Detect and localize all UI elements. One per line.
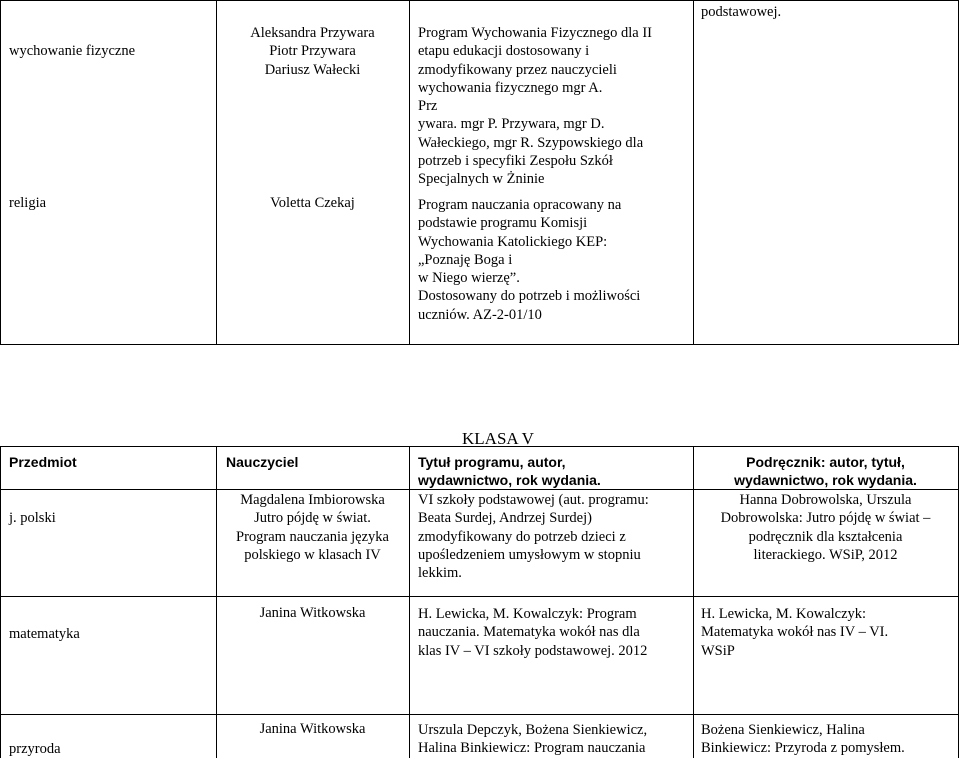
program-line: Halina Binkiewicz: Program nauczania	[418, 740, 646, 757]
table-rule	[409, 446, 410, 758]
program-line: Dostosowany do potrzeb i możliwości	[418, 288, 641, 305]
class-heading: KLASA V	[462, 429, 534, 448]
textbook-line: WSiP	[701, 642, 735, 659]
textbook-line: Matematyka wokół nas IV – VI.	[701, 624, 889, 641]
textbook-line: literackiego. WSiP, 2012	[753, 546, 898, 563]
cell-subject-religion: religia	[9, 195, 47, 211]
textbook-line: podręcznik dla kształcenia	[748, 528, 903, 545]
cell-program-polish	[418, 491, 649, 582]
header-textbook	[693, 453, 958, 490]
program-line: zmodyfikowany przez nauczycieli	[418, 61, 617, 78]
cell-subject-math: matematyka	[9, 626, 80, 642]
cell-subject-polish: j. polski	[9, 510, 56, 526]
teacher-line: Aleksandra Przywara	[250, 25, 375, 41]
cell-teacher-science: Janina Witkowska	[259, 721, 366, 737]
textbook-line: Binkiewicz: Przyroda z pomysłem.	[701, 740, 905, 757]
program-line: wychowania fizycznego mgr A.	[418, 79, 603, 96]
program-line: Program Wychowania Fizycznego dla II	[418, 25, 653, 41]
cell-program-pe	[418, 24, 652, 189]
textbook-line: Bożena Sienkiewicz, Halina	[701, 722, 865, 738]
table-rule	[0, 0, 1, 345]
program-line: Urszula Depczyk, Bożena Sienkiewicz,	[418, 722, 648, 738]
program-line: Wałeckiego, mgr R. Szypowskiego dla	[418, 134, 644, 151]
header-textbook-line: wydawnictwo, rok wydania.	[734, 472, 917, 489]
teacher-line: Jutro pójdę w świat.	[254, 510, 371, 527]
cell-textbook-pe: podstawowej.	[701, 4, 782, 20]
teacher-line: Program nauczania języka	[236, 528, 389, 545]
textbook-line: Hanna Dobrowolska, Urszula	[739, 492, 912, 508]
cell-textbook-polish	[693, 491, 958, 564]
program-line: „Poznaję Boga i	[418, 251, 513, 268]
teacher-line: polskiego w klasach IV	[244, 546, 381, 563]
cell-program-religion	[418, 196, 640, 324]
header-program-line: Tytuł programu, autor,	[418, 454, 566, 470]
cell-textbook-math	[701, 605, 888, 660]
cell-teacher-polish	[216, 491, 409, 564]
program-line: uczniów. AZ-2-01/10	[418, 306, 542, 323]
table-rule	[0, 446, 1, 758]
header-subject: Przedmiot	[9, 454, 77, 470]
table-rule	[693, 0, 694, 345]
table-rule	[0, 344, 959, 345]
cell-textbook-science	[701, 721, 905, 758]
textbook-line: H. Lewicka, M. Kowalczyk:	[701, 606, 867, 622]
program-line: Specjalnych w Żninie	[418, 171, 545, 188]
program-line: podstawie programu Komisji	[418, 215, 588, 232]
program-line: H. Lewicka, M. Kowalczyk: Program	[418, 606, 637, 622]
header-program	[418, 453, 601, 490]
program-line: Prz	[418, 98, 438, 115]
cell-program-math	[418, 605, 647, 660]
program-line: klas IV – VI szkoły podstawowej. 2012	[418, 642, 648, 659]
table-rule	[409, 0, 410, 345]
textbook-line: Dobrowolska: Jutro pójdę w świat –	[720, 510, 931, 527]
cell-teacher-religion: Voletta Czekaj	[270, 195, 355, 211]
teacher-line: Magdalena Imbiorowska	[240, 492, 385, 508]
program-line: potrzeb i specyfiki Zespołu Szkół	[418, 153, 613, 170]
program-line: w Niego wierzę”.	[418, 270, 520, 287]
teacher-line: Dariusz Wałecki	[264, 61, 361, 78]
program-line: VI szkoły podstawowej (aut. programu:	[418, 492, 649, 508]
cell-subject-pe: wychowanie fizyczne	[9, 43, 136, 59]
header-program-line: wydawnictwo, rok wydania.	[418, 472, 601, 489]
cell-teacher-pe	[216, 24, 409, 79]
program-line: Beata Surdej, Andrzej Surdej)	[418, 510, 592, 527]
program-line: Program nauczania opracowany na	[418, 197, 622, 213]
teacher-line: Piotr Przywara	[269, 43, 356, 60]
cell-subject-science: przyroda	[9, 741, 61, 757]
program-line: Wychowania Katolickiego KEP:	[418, 233, 608, 250]
program-line: etapu edukacji dostosowany i	[418, 43, 590, 60]
header-textbook-line: Podręcznik: autor, tytuł,	[746, 454, 905, 470]
program-line: lekkim.	[418, 565, 462, 582]
table-rule	[0, 0, 959, 1]
table-rule	[0, 714, 959, 715]
program-line: upośledzeniem umysłowym w stopniu	[418, 546, 641, 563]
program-line: zmodyfikowany do potrzeb dzieci z	[418, 528, 626, 545]
header-teacher: Nauczyciel	[226, 454, 299, 470]
table-rule	[0, 596, 959, 597]
program-line: ywara. mgr P. Przywara, mgr D.	[418, 116, 605, 133]
cell-program-science	[418, 721, 647, 758]
cell-teacher-math: Janina Witkowska	[259, 605, 366, 621]
program-line: nauczania. Matematyka wokół nas dla	[418, 624, 640, 641]
